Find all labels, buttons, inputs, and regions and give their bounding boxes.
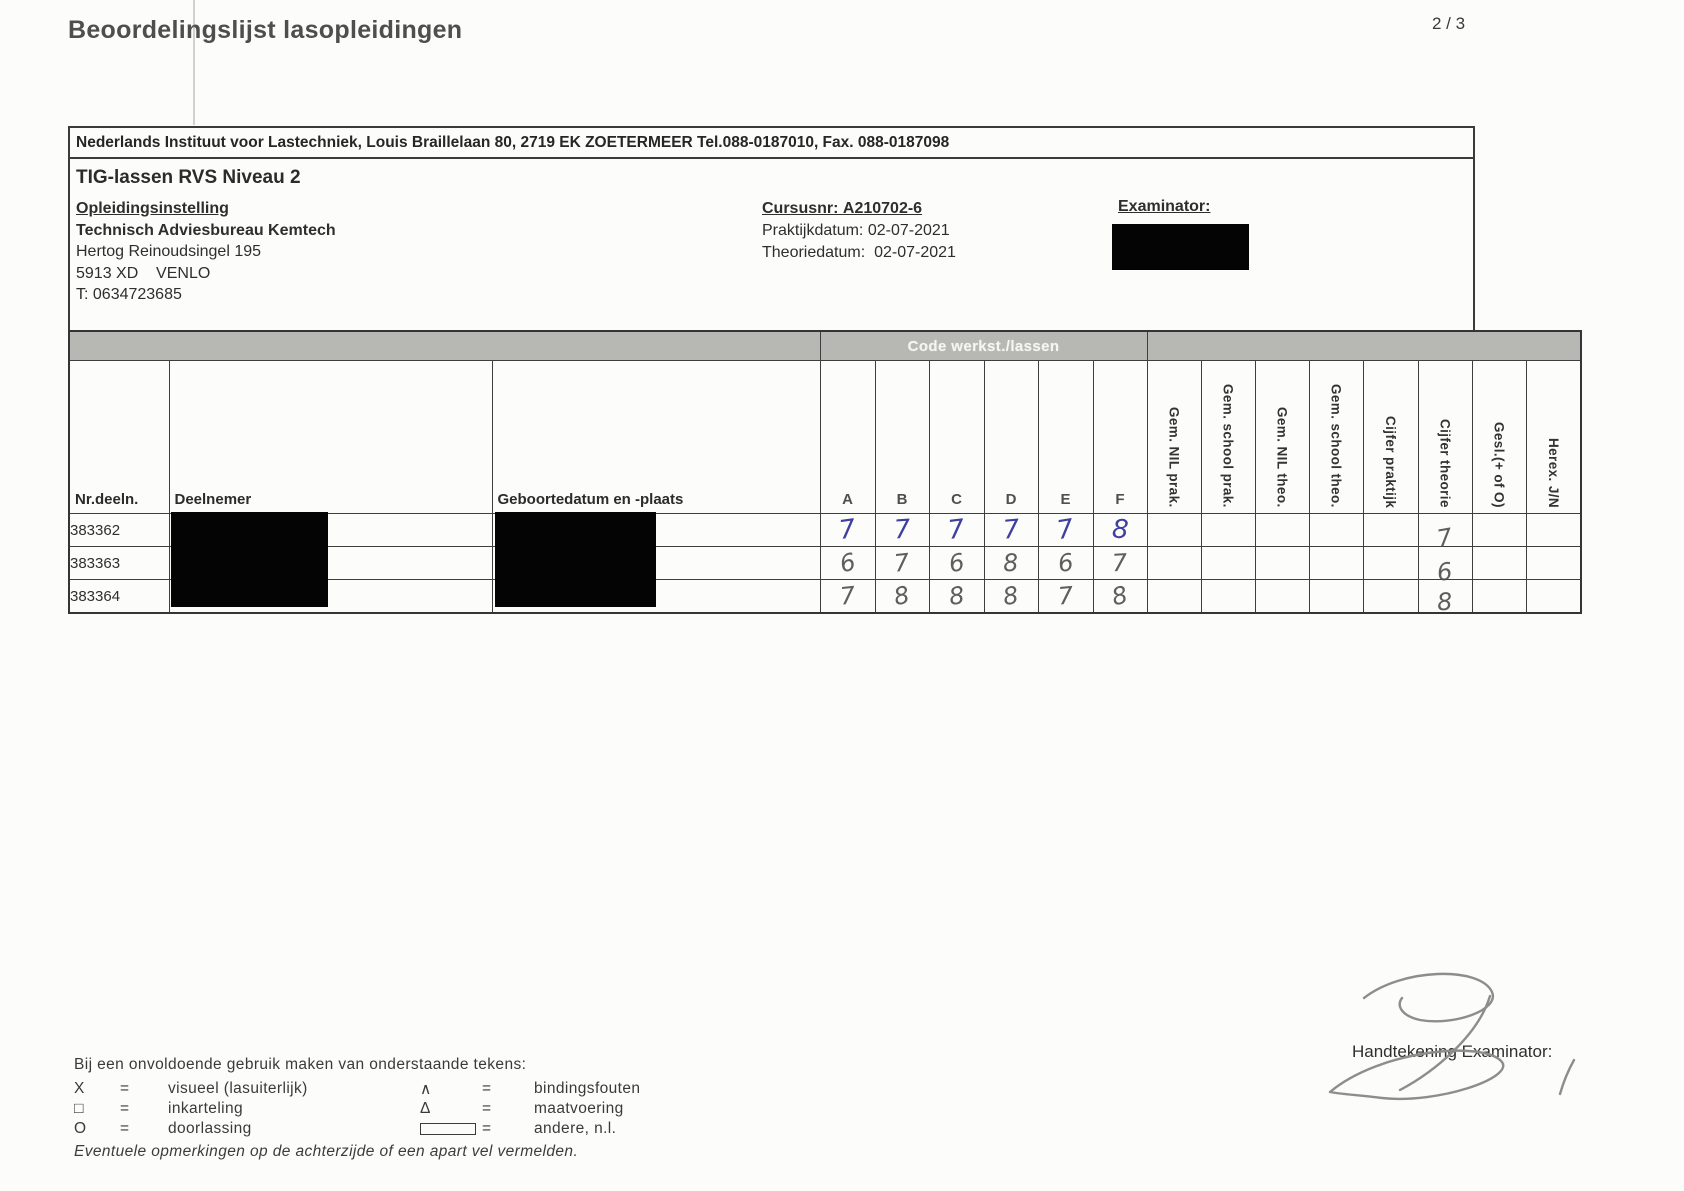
handwritten-score: 6 xyxy=(1055,547,1076,578)
col-header-gem-school-theo: Gem. school theo. xyxy=(1309,361,1363,514)
handwritten-score: 8 xyxy=(1109,580,1131,611)
col-header-gem-school-prak: Gem. school prak. xyxy=(1201,361,1255,514)
provider-phone: T: 0634723685 xyxy=(76,286,182,303)
handwritten-score: 7 xyxy=(1111,548,1129,577)
handwritten-cijfer-theorie: 7 xyxy=(1435,522,1455,553)
col-header-geboortedatum: Geboortedatum en -plaats xyxy=(492,361,820,514)
gray-band-right xyxy=(1147,331,1581,361)
col-header-code-f: F xyxy=(1093,361,1147,514)
provider-street: Hertog Reinoudsingel 195 xyxy=(76,243,262,260)
col-header-cijfer-theorie: Cijfer theorie xyxy=(1418,361,1472,514)
col-header-deelnemer: Deelnemer xyxy=(169,361,492,514)
handwritten-score: 7 xyxy=(1001,514,1021,546)
triangle-symbol: Δ xyxy=(420,1100,431,1117)
legend-block xyxy=(74,1056,640,1161)
provider-city: 5913 XD VENLO xyxy=(76,264,211,282)
handwritten-score: 7 xyxy=(837,513,858,547)
handwritten-score: 7 xyxy=(838,580,857,611)
provider-block xyxy=(76,198,336,306)
legend-note: Eventuele opmerkingen op de achterzijde of een apart vel vermelden. xyxy=(74,1143,579,1160)
handwritten-score: 6 xyxy=(837,547,858,578)
theoriedatum-line: Theoriedatum: 02-07-2021 xyxy=(762,244,956,261)
handwritten-score: 7 xyxy=(1054,513,1077,547)
gray-band-code-werkst: Code werkst./lassen xyxy=(820,331,1147,361)
col-header-geslaagd: Gesl.(+ of O) xyxy=(1472,361,1526,514)
institute-line: Nederlands Instituut voor Lastechniek, Louis Braillelaan 80, 2719 EK ZOETERMEER Tel.088-0187010, Fax. 088-0187098 xyxy=(70,128,1473,159)
handwritten-score: 6 xyxy=(946,547,967,578)
col-header-code-b: B xyxy=(875,361,929,514)
handwritten-score: 7 xyxy=(892,547,912,578)
deelnemer-nr: 383362 xyxy=(69,514,169,547)
col-header-herexamen: Herex. J/N xyxy=(1526,361,1581,514)
examinator-label: Examinator: xyxy=(1118,198,1211,215)
deelnemer-nr: 383363 xyxy=(69,547,169,580)
col-header-cijfer-praktijk: Cijfer praktijk xyxy=(1363,361,1418,514)
col-header-code-c: C xyxy=(929,361,984,514)
praktijkdatum-line: Praktijkdatum: 02-07-2021 xyxy=(762,222,950,239)
legend-intro: Bij een onvoldoende gebruik maken van onderstaande tekens: xyxy=(74,1056,527,1073)
circle-symbol: O xyxy=(74,1120,87,1137)
col-header-code-e: E xyxy=(1038,361,1093,514)
provider-label: Opleidingsinstelling xyxy=(76,200,229,217)
course-title: TIG-lassen RVS Niveau 2 xyxy=(76,167,301,188)
signature-label: Handtekening Examinator: xyxy=(1352,1042,1553,1061)
provider-name: Technisch Adviesbureau Kemtech xyxy=(76,221,336,239)
rectangle-symbol xyxy=(420,1120,482,1138)
legend-row: O = doorlassing = andere, n.l. xyxy=(74,1120,617,1137)
square-symbol: □ xyxy=(74,1100,84,1117)
handwritten-score: 8 xyxy=(1110,514,1130,546)
deelnemer-nr: 383364 xyxy=(69,580,169,614)
col-header-gem-nil-prak: Gem. NIL prak. xyxy=(1147,361,1201,514)
handwritten-cijfer-theorie: 8 xyxy=(1436,587,1454,616)
col-header-code-a: A xyxy=(820,361,875,514)
redaction-box-examinator xyxy=(1112,224,1249,270)
handwritten-score: 7 xyxy=(946,514,967,546)
handwritten-score: 7 xyxy=(892,514,912,546)
col-header-nr: Nr.deeln. xyxy=(69,361,169,514)
scan-artifact-line xyxy=(193,0,195,125)
redaction-box-deelnemer xyxy=(171,512,328,607)
x-symbol: X xyxy=(74,1080,85,1097)
handwritten-score: 8 xyxy=(946,580,967,611)
table-header-row xyxy=(69,361,1581,514)
legend-row: □ = inkarteling Δ = maatvoering xyxy=(74,1100,624,1117)
handwritten-score: 8 xyxy=(1002,548,1020,577)
handwritten-score: 8 xyxy=(1001,580,1021,611)
page-title: Beoordelingslijst lasopleidingen xyxy=(68,16,463,44)
handwritten-cijfer-theorie: 6 xyxy=(1435,556,1455,587)
course-block xyxy=(762,198,956,264)
page-number: 2 / 3 xyxy=(1432,14,1466,33)
handwritten-score: 7 xyxy=(1056,580,1075,611)
gray-band-left xyxy=(69,331,820,361)
gray-band-row xyxy=(69,331,1581,361)
col-header-code-d: D xyxy=(984,361,1038,514)
header-box xyxy=(68,126,1475,332)
redaction-box-geboortedatum xyxy=(495,512,656,607)
caret-symbol: ∧ xyxy=(420,1080,432,1098)
col-header-gem-nil-theo: Gem. NIL theo. xyxy=(1255,361,1309,514)
handwritten-score: 8 xyxy=(891,580,913,611)
legend-row: X = visueel (lasuiterlijk) ∧ = bindingsfouten xyxy=(74,1080,641,1098)
course-number-line: Cursusnr: A210702-6 xyxy=(762,200,923,217)
examinator-block xyxy=(1118,198,1210,216)
